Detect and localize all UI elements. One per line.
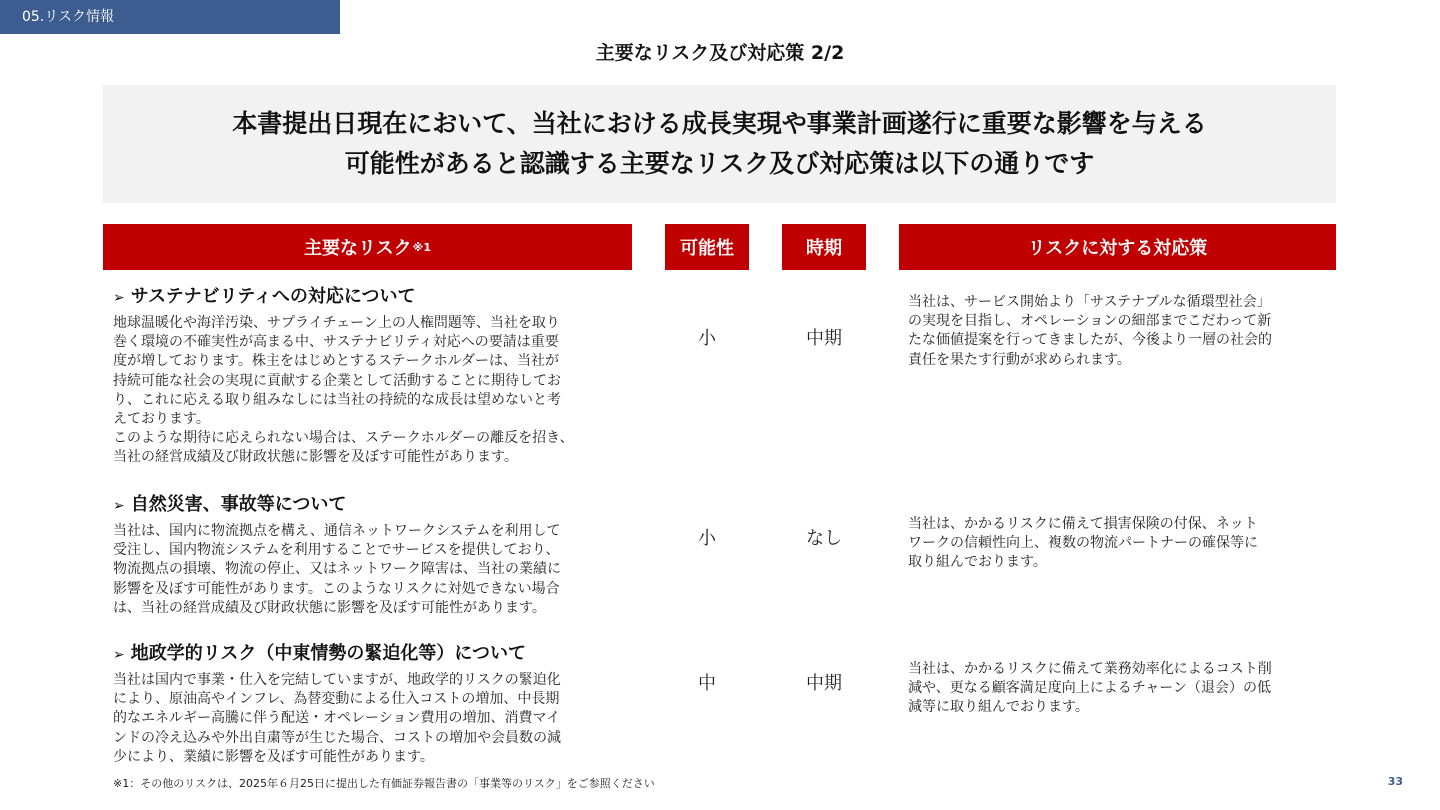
header-risk [103, 224, 632, 270]
probability-value: 小 [698, 528, 716, 549]
arrow-bullet-icon: ➢ [113, 498, 125, 514]
arrow-bullet-icon: ➢ [113, 290, 125, 306]
risk-description: 当社は、国内に物流拠点を構え、通信ネットワークシステムを利用して 受注し、国内物流システムを利用することでサービスを提供しており、 物流拠点の損壊、物流の停止、又はネットワーク障害は、当社の業績に 影響を及ぼす可能性があります。このようなリスクに対処できない場合 は、当社の経営成績及び財政状態に影響を及ぼす可能性があります。 [113, 523, 561, 616]
risk-title [113, 490, 346, 516]
summary-line-2: 可能性があると認識する主要なリスク及び対応策は以下の通りです [344, 149, 1095, 178]
countermeasure-text: 当社は、かかるリスクに備えて損害保険の付保、ネット ワークの信頼性向上、複数の物流パートナーの確保等に 取り組んでおります。 [908, 516, 1258, 571]
timing-value: 中期 [806, 673, 842, 694]
page-title: 主要なリスク及び対応策 2/2 [595, 42, 845, 64]
countermeasure-text: 当社は、かかるリスクに備えて業務効率化によるコスト削 減や、更なる顧客満足度向上によるチャーン（退会）の低 減等に取り組んでおります。 [908, 661, 1272, 716]
summary-box [103, 85, 1336, 203]
summary-line-1: 本書提出日現在において、当社における成長実現や事業計画遂行に重要な影響を与える [232, 109, 1207, 138]
header-timing: 時期 [782, 224, 866, 270]
countermeasure-text: 当社は、サービス開始より「サステナブルな循環型社会」 の実現を目指し、オペレーションの細部までこだわって新 たな価値提案を行ってきましたが、今後より一層の社会的 責任を果たす行動が求められます。 [908, 294, 1272, 368]
risk-title [113, 282, 416, 308]
probability-value: 中 [698, 673, 716, 694]
risk-title-text: サステナビリティへの対応について [130, 286, 416, 307]
risk-description: 当社は国内で事業・仕入を完結していますが、地政学的リスクの緊迫化 により、原油高やインフレ、為替変動による仕入コストの増加、中長期 的なエネルギー高騰に伴う配送・オペレーション費用の増加、消費マイ ンドの冷え込みや外出自粛等が生じた場合、コストの増加や会員数の減 少により、業績に影響を及ぼす可能性があります。 [113, 672, 561, 765]
header-countermeasure: リスクに対する対応策 [899, 224, 1336, 270]
header-risk-note: ※1 [412, 240, 431, 254]
timing-value: 中期 [806, 328, 842, 349]
page-number: 33 [1387, 775, 1403, 788]
header-probability: 可能性 [665, 224, 749, 270]
arrow-bullet-icon: ➢ [113, 647, 125, 663]
footnote: ※1：その他のリスクは、2025年６月25日に提出した有価証券報告書の「事業等のリスク」をご参照ください [113, 777, 655, 790]
risk-title [113, 639, 526, 665]
risk-title-text: 地政学的リスク（中東情勢の緊迫化等）について [130, 643, 527, 664]
probability-value: 小 [698, 328, 716, 349]
risk-title-text: 自然災害、事故等について [130, 494, 347, 515]
timing-value: なし [806, 528, 842, 549]
section-tag: 05.リスク情報 [0, 0, 340, 34]
header-risk-label: 主要なリスク [304, 238, 412, 259]
risk-description: 地球温暖化や海洋汚染、サプライチェーン上の人権問題等、当社を取り 巻く環境の不確実性が高まる中、サステナビリティ対応への要請は重要 度が増しております。株主をはじめとするステークホルダーは、当社が 持続可能な社会の実現に貢献する企業として活動することに期待してお り、これに応える取り組みなしには当社の持続的な成長は望めないと考 えております。 このような期待に応えられない場合は、ステークホルダーの離反を招き、 当社の経営成績及び財政状態に影響を及ぼす可能性があります。 [113, 315, 574, 466]
